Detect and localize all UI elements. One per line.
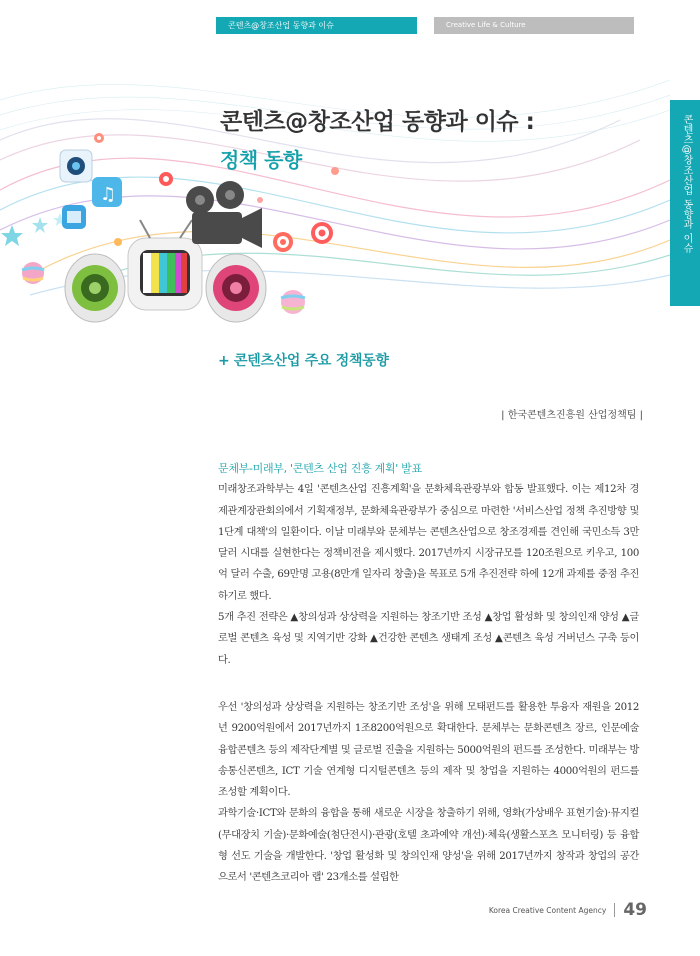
svg-text:♫: ♫: [100, 184, 117, 205]
article-paragraph: 미래창조과학부는 4일 '콘텐츠산업 진흥계획'을 문화체육관광부와 합동 발표했다. 이는 제12차 경제관계장관회의에서 기획재정부, 문화체육관광부가 중심으로 마련한 '서비스산업 정책 추진방향 및 1단계 대책'의 일환이다. 이날 미래부와 문체부는 콘텐츠산업으로 창조경제를 견인해 국민소득 3만 달러 시대를 실현한다는 정책비전을 제시했다. 2017년까지 시장규모를 120조원으로 키우고, 100억 달러 수출, 69만명 고용(8만개 일자리 창출)을 목표로 5개 추진전략 하에 12개 과제를 중점 추진하기로 했다.: [218, 484, 639, 602]
article-section-title: 문체부-미래부, '콘텐츠 산업 진흥 계획' 발표: [218, 462, 422, 475]
page-footer: [489, 900, 647, 920]
section-subheading: + 콘텐츠산업 주요 정책동향: [218, 353, 389, 369]
header-illustration: [0, 40, 670, 330]
page-title: 콘텐츠@창조산업 동향과 이슈 :: [220, 109, 535, 135]
article-paragraph: 과학기술·ICT와 문화의 융합을 통해 새로운 시장을 창출하기 위해, 영화(가상배우 표현기술)·뮤지컬(무대장치 기술)·문화예술(첨단전시)·관광(호텔 초과예약 개선)·체육(생활스포츠 모니터링) 등 융합형 선도 기술을 개발한다. '창업 활성화 및 창의인재 양성'을 위해 2017년까지 창작과 창업의 공간으로서 '콘텐츠코리아 랩' 23개소를 설립한: [218, 808, 639, 884]
footer-org: Korea Creative Content Agency: [488, 905, 607, 915]
article-paragraph: 5개 추진 전략은 ▲창의성과 상상력을 지원하는 창조기반 조성 ▲창업 활성화 및 창의인재 양성 ▲글로벌 콘텐츠 육성 및 지역기반 강화 ▲건강한 콘텐츠 생태계 조성 ▲콘텐츠 육성 거버넌스 구축 등이다.: [218, 612, 639, 666]
article-body: [218, 458, 639, 889]
section-header-bar: 콘텐츠@창조산업 동향과 이슈: [216, 17, 417, 34]
article-paragraph: 우선 '창의성과 상상력을 지원하는 창조기반 조성'을 위해 모태펀드를 활용한 투융자 재원을 2012년 9200억원에서 2017년까지 1조8200억원으로 확대한다. 문체부는 문화콘텐츠 장르, 인문예술 융합콘텐츠 등의 제작단계별 및 글로벌 진출을 지원하는 5000억원의 펀드를 조성한다. 미래부는 방송통신콘텐츠, ICT 기술 연계형 디지털콘텐츠 등의 제작 및 창업을 지원하는 4000억원의 펀드를 조성할 계획이다.: [218, 701, 639, 799]
author-line: | 한국콘텐츠진흥원 산업정책팀 |: [501, 410, 643, 421]
footer-divider: [614, 903, 615, 917]
page-number: 49: [623, 900, 647, 920]
side-section-tab: [670, 100, 700, 306]
page-subtitle: 정책 동향: [220, 148, 302, 172]
side-tab-label: 콘텐츠@창조산업 동향과 이슈: [681, 114, 692, 254]
magazine-header-bar: Creative Life & Culture: [434, 17, 634, 34]
